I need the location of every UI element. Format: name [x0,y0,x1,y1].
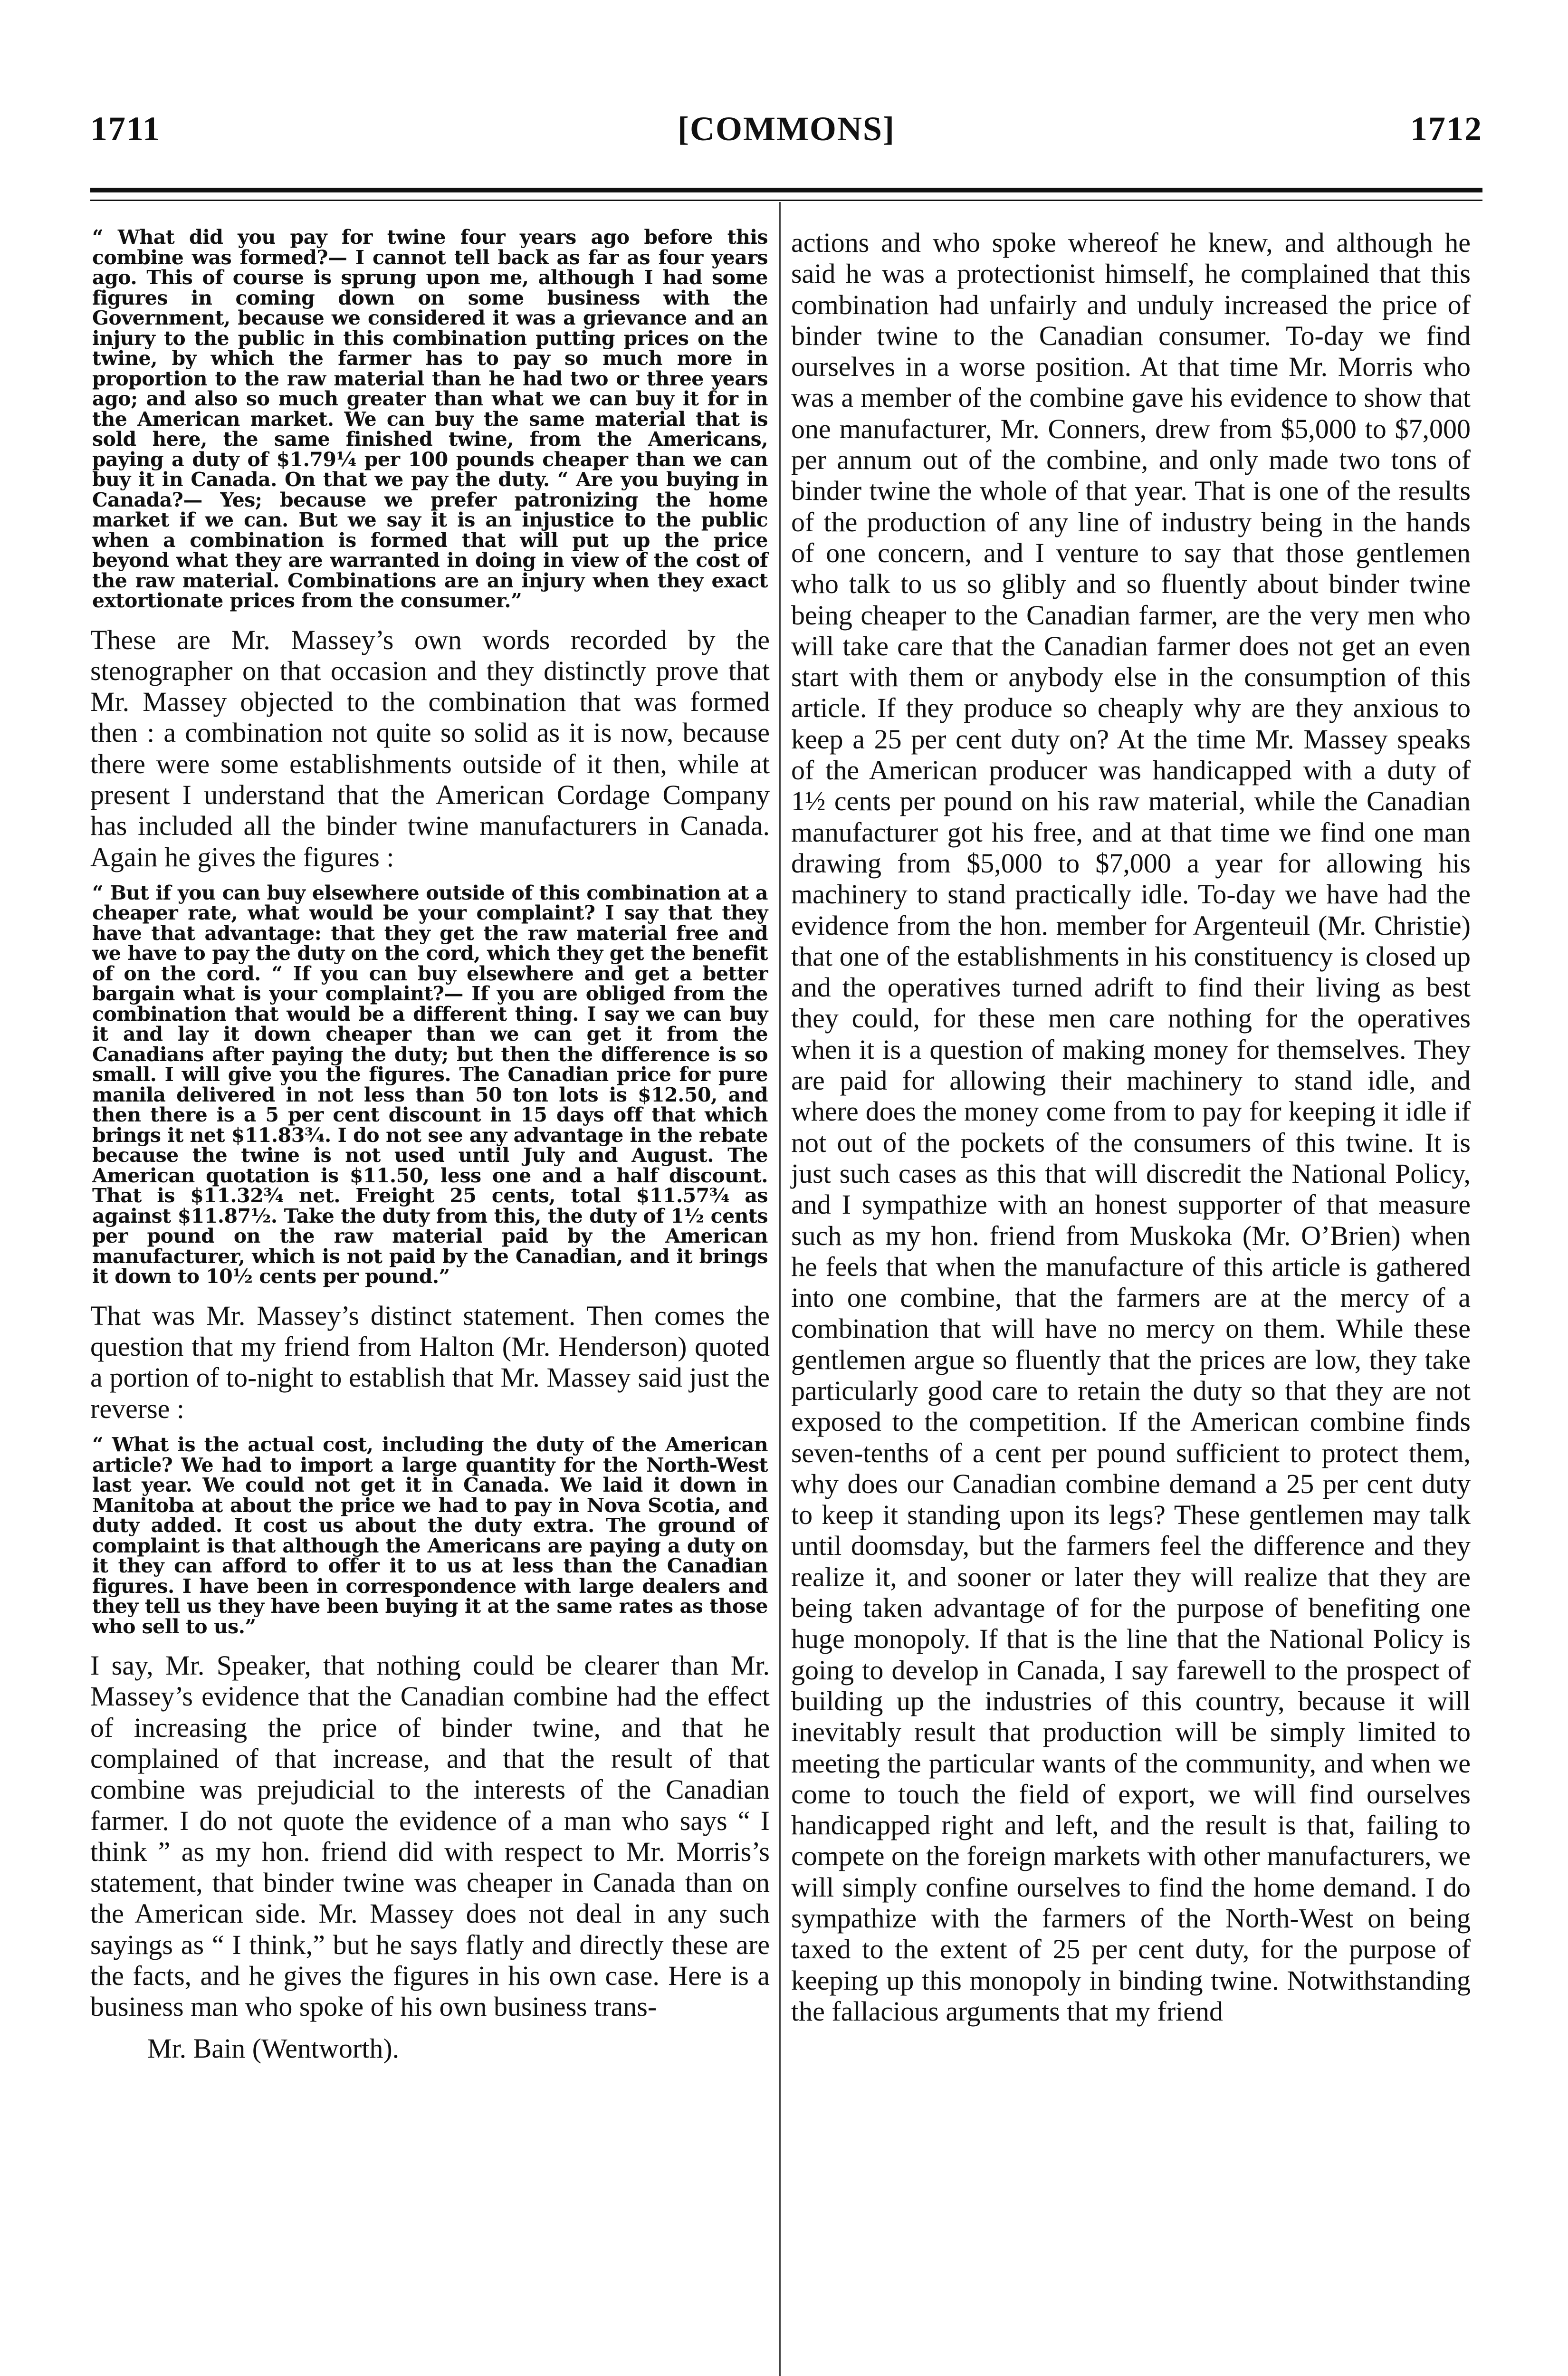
paragraph-massey-words: These are Mr. Massey’s own words recorded by the stenographer on that occasion and they distinctly prove that Mr. Massey objected to the combination that was formed then : a combination not quite so solid as it is now, because there were some establishments outside of it then, while at present I understand that the American Cordage Company has included all the binder twine manufacturers in Canada. Again he gives the figures : [90,624,770,872]
quoted-evidence-1: “ What did you pay for twine four years ago before this combine was formed?— I cannot tell back as far as four years ago. This of course is sprung upon me, although I had some figures in coming down on some business with the Government, because we considered it was a grievance and an injury to the public in this combination putting prices on the twine, by which the farmer has to pay so much more in proportion to the raw material than he had two or three years ago; and also so much greater than what we can buy it for in the American market. We can buy the same material that is sold here, the same finished twine, from the Americans, paying a duty of $1.79¼ per 100 pounds cheaper than we can buy it in Canada. On that we pay the duty. “ Are you buying in Canada?— Yes; because we prefer patronizing the home market if we can. But we say it is an injustice to the public when a combination is formed that will put up the price beyond what they are warranted in doing in view of the cost of the raw material. Combinations are an injury when they exact extortionate prices from the consumer.” [92,226,768,612]
column-divider [779,202,781,2376]
left-page-number: 1711 [90,110,161,148]
paragraph-speaker: I say, Mr. Speaker, that nothing could be clearer than Mr. Massey’s evidence that the Canadian combine had the effect of increasing the price of binder twine, and that he complained of that increase, and that the result of that combine was prejudicial to the interests of the Canadian farmer. I do not quote the evidence of a man who says “ I think ” as my hon. friend did with respect to Mr. Morris’s statement, that binder twine was cheaper in Canada than on the American side. Mr. Massey does not deal in any such sayings as “ I think,” but he says flatly and directly these are the facts, and he gives the figures in his own case. Here is a business man who spoke of his own business trans- [90,1650,770,2022]
header-rule-thick [90,188,1482,192]
page-header [90,109,1482,162]
running-title: [COMMONS] [678,110,895,148]
left-column [90,227,770,2064]
right-column [791,227,1471,2037]
quoted-evidence-3: “ What is the actual cost, including the duty of the American article? We had to import a large quantity for the North-West last year. We could not get it in Canada. We laid it down in Manitoba at about the price we had to pay in Nova Scotia, and duty added. It cost us about the duty extra. The ground of complaint is that although the Americans are paying a duty on it they can afford to offer it to us at less than the Canadian figures. I have been in correspondence with large dealers and they tell us they have been buying it at the same rates as those who sell to us.” [92,1433,768,1638]
paragraph-distinct-statement: That was Mr. Massey’s distinct statement. Then comes the question that my friend from Halton (Mr. Henderson) quoted a portion of to-night to establish that Mr. Massey said just the reverse : [90,1300,770,1424]
speaker-attribution: Mr. Bain (Wentworth). [147,2032,400,2064]
right-page-number: 1712 [1410,110,1482,148]
quoted-evidence-2: “ But if you can buy elsewhere outside of this combination at a cheaper rate, what would be your complaint? I say that they have that advantage: that they get the raw material free and we have to pay the duty on the cord, which they get the benefit of on the cord. “ If you can buy elsewhere and get a better bargain what is your complaint?— If you are obliged from the combination that would be a different thing. I say we can buy it and lay it down cheaper than we can get it from the Canadians after paying the duty; but then the difference is so small. I will give you the figures. The Canadian price for pure manila delivered in not less than 50 ton lots is $12.50, and then there is a 5 per cent discount in 15 days off that which brings it net $11.83¾. I do not see any advantage in the rebate because the twine is not used until July and August. The American quotation is $11.50, less one and a half discount. That is $11.32¾ net. Freight 25 cents, total $11.57¾ as against $11.87½. Take the duty from this, the duty of 1½ cents per pound on the raw material paid by the American manufacturer, which is not paid by the Canadian, and it brings it down to 10½ cents per pound.” [92,881,768,1288]
header-rule-thin [90,200,1482,201]
paragraph-right-continuation: actions and who spoke whereof he knew, and although he said he was a protectionist himself, he complained that this combination had unfairly and unduly increased the price of binder twine to the Canadian consumer. To-day we find ourselves in a worse position. At that time Mr. Morris who was a member of the combine gave his evidence to show that one manufacturer, Mr. Conners, drew from $5,000 to $7,000 per annum out of the combine, and only made two tons of binder twine the whole of that year. That is one of the results of the production of any line of industry being in the hands of one concern, and I venture to say that those gentlemen who talk to us so glibly and so fluently about binder twine being cheaper to the Canadian farmer, are the very men who will take care that the Canadian farmer does not get an even start with them or anybody else in the consumption of this article. If they produce so cheaply why are they anxious to keep a 25 per cent duty on? At the time Mr. Massey speaks of the American producer was handicapped with a duty of 1½ cents per pound on his raw material, while the Canadian manufacturer got his free, and at that time we find one man drawing from $5,000 to $7,000 a year for allowing his machinery to stand practically idle. To-day we have had the evidence from the hon. member for Argenteuil (Mr. Christie) that one of the establishments in his constituency is closed up and the operatives turned adrift to find their living as best they could, for these men care nothing for the operatives when it is a question of making money for themselves. They are paid for allowing their machinery to stand idle, and where does the money come from to pay for keeping it idle if not out of the pockets of the consumers of this twine. It is just such cases as this that will discredit the National Policy, and I sympathize with an honest supporter of that measure such as my hon. friend from Muskoka (Mr. O’Brien) when he feels that when the manufacture of this article is gathered into one combine, that the farmers are at the mercy of a combination that will have no mercy on them. While these gentlemen argue so fluently that the prices are low, they take particularly good care to retain the duty so that they are not exposed to the competition. If the American combine finds seven-tenths of a cent per pound sufficient to protect them, why does our Canadian combine demand a 25 per cent duty to keep it standing upon its legs? These gentlemen may talk until doomsday, but the farmers feel the difference and they realize it, and sooner or later they will realize that they are being taken advantage of for the purpose of benefiting one huge monopoly. If that is the line that the National Policy is going to develop in Canada, I say farewell to the prospect of building up the industries of this country, because it will inevitably result that production will be simply limited to meeting the particular wants of the community, and when we come to touch the field of export, we will find ourselves handicapped right and left, and the result is that, failing to compete on the foreign markets with other manufacturers, we will simply confine ourselves to find the home demand. I do sympathize with the farmers of the North-West on being taxed to the extent of 25 per cent duty, for the purpose of keeping up this monopoly in binding twine. Notwithstanding the fallacious arguments that my friend [791,227,1471,2027]
